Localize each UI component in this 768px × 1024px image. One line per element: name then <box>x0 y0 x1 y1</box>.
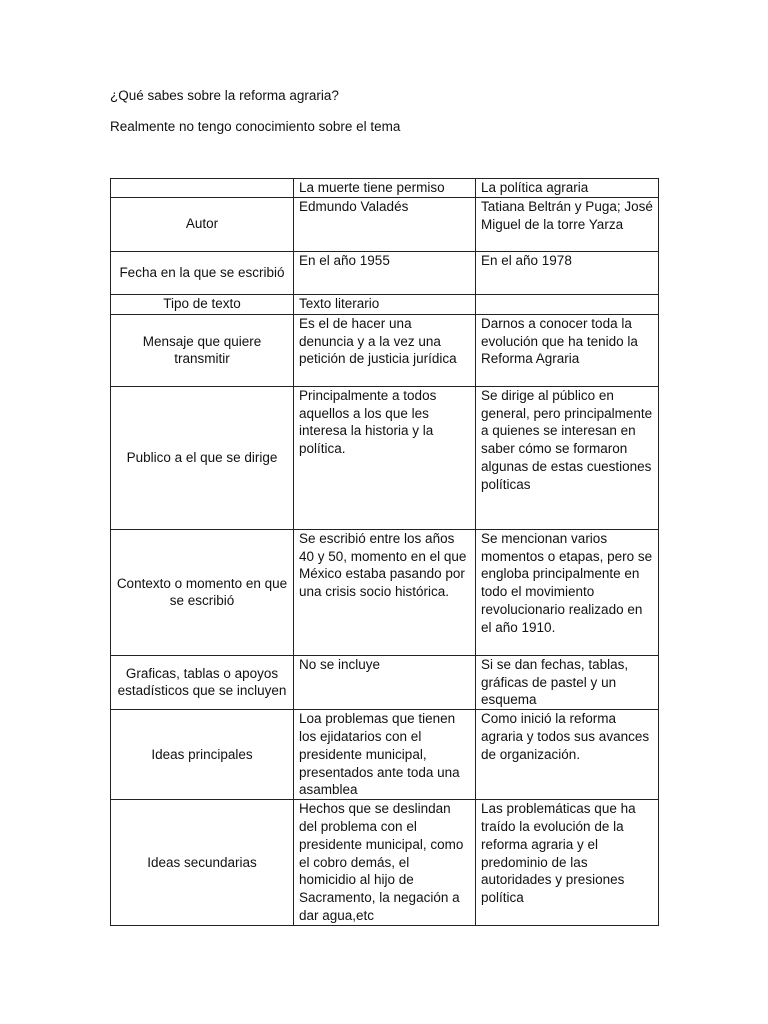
table-header-row <box>111 179 659 198</box>
cell-graficas-politica: Si se dan fechas, tablas, gráficas de pastel y un esquema <box>476 655 659 709</box>
header-cell-la-muerte-tiene-permiso: La muerte tiene permiso <box>294 179 476 198</box>
cell-secundarias-politica: Las problemáticas que ha traído la evolución de la reforma agraria y el predominio de las autoridades y presiones política <box>476 800 659 926</box>
cell-fecha-politica: En el año 1978 <box>476 251 659 294</box>
table-row-ideas-principales <box>111 710 659 800</box>
row-label-ideas-principales: Ideas principales <box>111 710 294 800</box>
table-row-ideas-secundarias <box>111 800 659 926</box>
header-cell-la-politica-agraria: La política agraria <box>476 179 659 198</box>
row-label-autor: Autor <box>111 197 294 251</box>
table-row-publico <box>111 386 659 529</box>
header-cell-empty <box>111 179 294 198</box>
row-label-contexto: Contexto o momento en que se escribió <box>111 529 294 655</box>
table-row-fecha <box>111 251 659 294</box>
cell-secundarias-muerte: Hechos que se deslindan del problema con el presidente municipal, como el cobro demás, el homicidio al hijo de Sacramento, la negación a dar agua,etc <box>294 800 476 926</box>
question-text: ¿Qué sabes sobre la reforma agraria? <box>110 88 339 103</box>
cell-publico-politica: Se dirige al público en general, pero principalmente a quienes se interesan en saber cómo se formaron algunas de estas cuestiones políticas <box>476 386 659 529</box>
row-label-publico: Publico a el que se dirige <box>111 386 294 529</box>
row-label-tipo-de-texto: Tipo de texto <box>111 294 294 314</box>
cell-contexto-muerte: Se escribió entre los años 40 y 50, momento en el que México estaba pasando por una crisis socio histórica. <box>294 529 476 655</box>
cell-graficas-muerte: No se incluye <box>294 655 476 709</box>
cell-contexto-politica: Se mencionan varios momentos o etapas, pero se engloba principalmente en todo el movimiento revolucionario realizado en el año 1910. <box>476 529 659 655</box>
table-row-mensaje <box>111 314 659 386</box>
answer-text: Realmente no tengo conocimiento sobre el tema <box>110 119 401 134</box>
row-label-ideas-secundarias: Ideas secundarias <box>111 800 294 926</box>
comparison-table <box>110 178 659 926</box>
row-label-graficas: Graficas, tablas o apoyos estadísticos que se incluyen <box>111 655 294 709</box>
row-label-fecha: Fecha en la que se escribió <box>111 251 294 294</box>
table-row-tipo-de-texto <box>111 294 659 314</box>
table-row-autor <box>111 197 659 251</box>
cell-mensaje-politica: Darnos a conocer toda la evolución que ha tenido la Reforma Agraria <box>476 314 659 386</box>
cell-tipo-muerte: Texto literario <box>294 294 476 314</box>
cell-principales-politica: Como inició la reforma agraria y todos sus avances de organización. <box>476 710 659 800</box>
table-row-graficas <box>111 655 659 709</box>
cell-autor-muerte: Edmundo Valadés <box>294 197 476 251</box>
cell-tipo-politica <box>476 294 659 314</box>
cell-principales-muerte: Loa problemas que tienen los ejidatarios con el presidente municipal, presentados ante toda una asamblea <box>294 710 476 800</box>
row-label-mensaje: Mensaje que quiere transmitir <box>111 314 294 386</box>
cell-fecha-muerte: En el año 1955 <box>294 251 476 294</box>
table-row-contexto <box>111 529 659 655</box>
cell-mensaje-muerte: Es el de hacer una denuncia y a la vez una petición de justicia jurídica <box>294 314 476 386</box>
cell-autor-politica: Tatiana Beltrán y Puga; José Miguel de la torre Yarza <box>476 197 659 251</box>
cell-publico-muerte: Principalmente a todos aquellos a los que les interesa la historia y la política. <box>294 386 476 529</box>
